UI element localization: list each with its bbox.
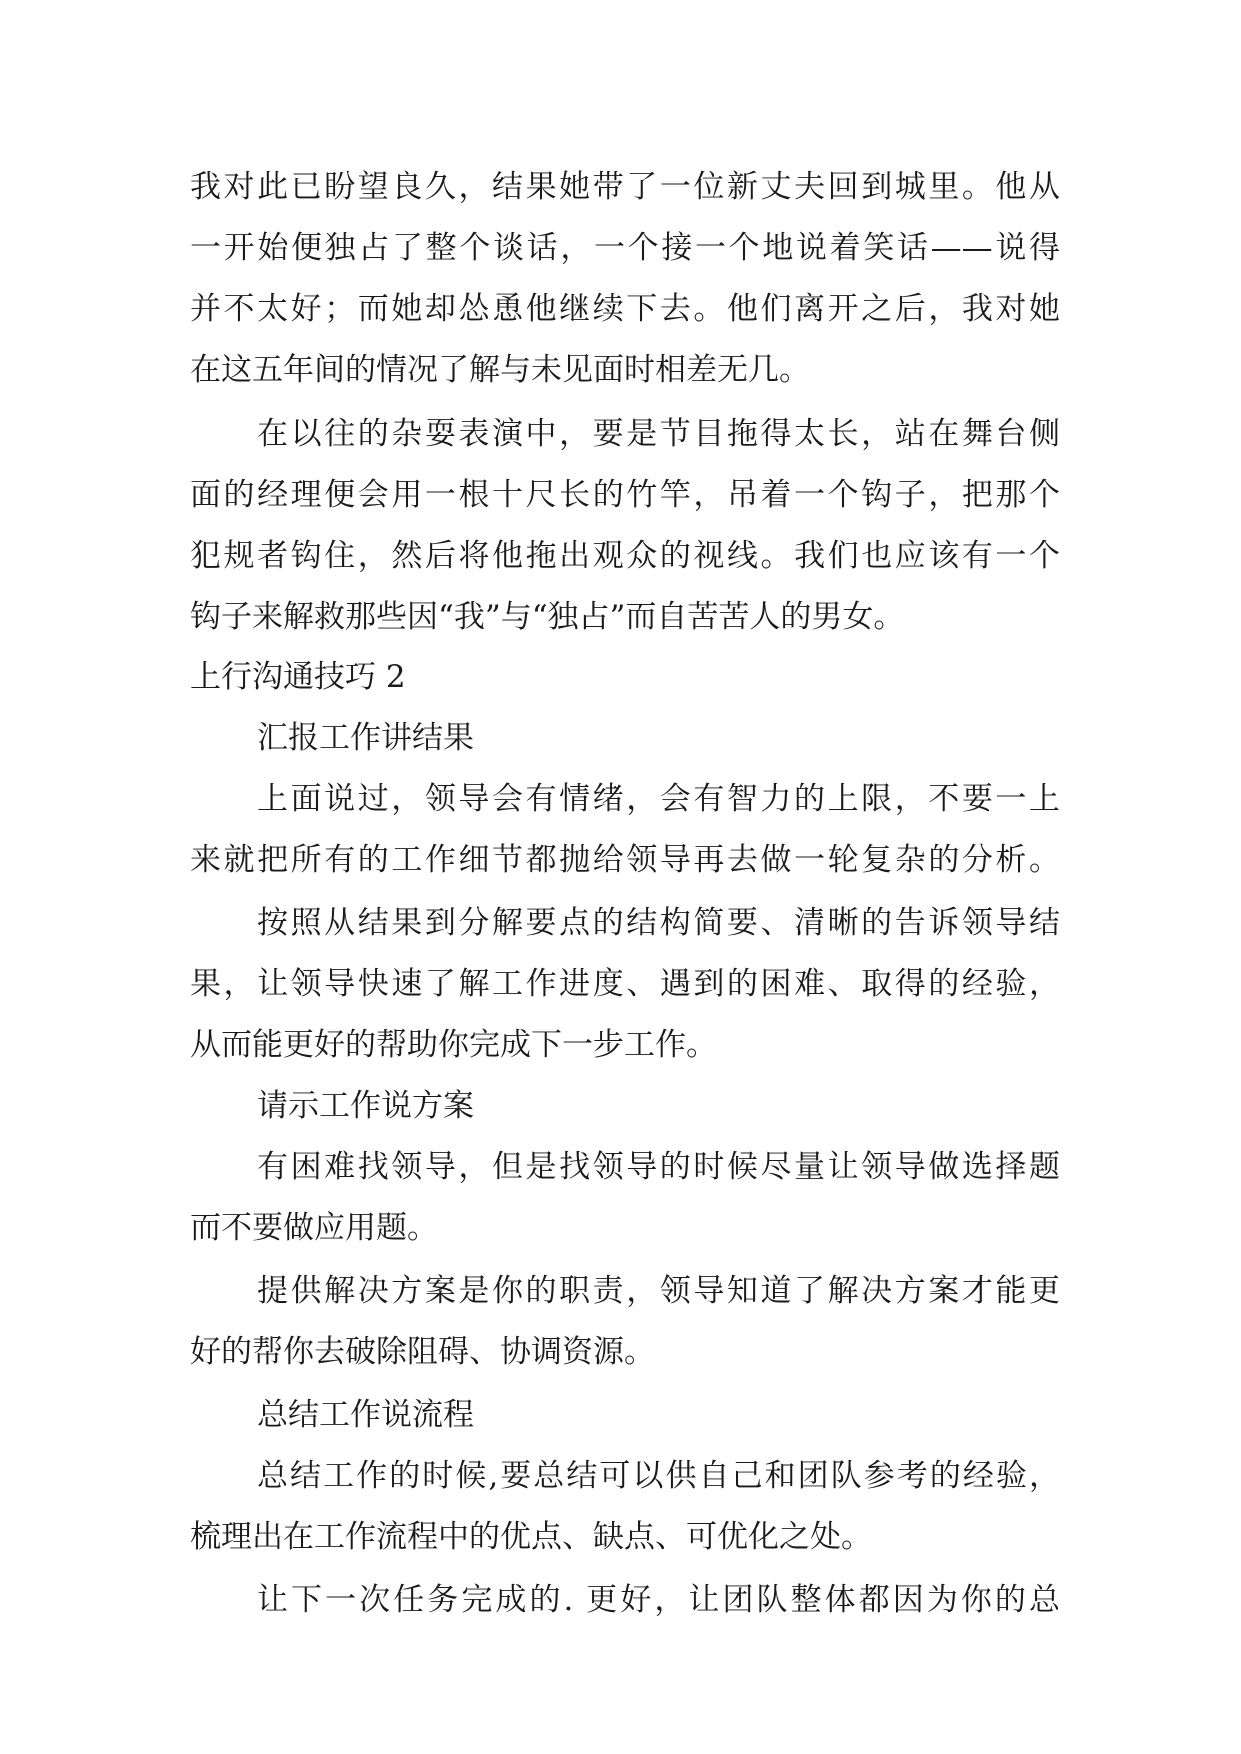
text-line: 面的经理便会用一根十尺长的竹竿，吊着一个钩子，把那个: [190, 477, 1060, 513]
paragraph-first-line: 总结工作的时候,要总结可以供自己和团队参考的经验，: [257, 1458, 1060, 1494]
section-heading: 上行沟通技巧 2: [190, 659, 406, 695]
paragraph-first-line: 让下一次任务完成的. 更好，让团队整体都因为你的总: [257, 1582, 1060, 1618]
text-line: 梳理出在工作流程中的优点、缺点、可优化之处。: [190, 1519, 872, 1555]
text-line: 从而能更好的帮助你完成下一步工作。: [190, 1027, 717, 1063]
paragraph-first-line: 上面说过，领导会有情绪，会有智力的上限，不要一上: [257, 781, 1060, 817]
text-line: 一开始便独占了整个谈话，一个接一个地说着笑话——说得: [190, 230, 1060, 266]
paragraph-first-line: 在以往的杂耍表演中，要是节目拖得太长，站在舞台侧: [257, 416, 1060, 452]
text-line: 好的帮你去破除阻碍、协调资源。: [190, 1334, 655, 1370]
subheading: 总结工作说流程: [257, 1397, 474, 1433]
text-line: 钩子来解救那些因“我”与“独占”而自苦苦人的男女。: [190, 599, 905, 635]
paragraph-first-line: 按照从结果到分解要点的结构简要、清晰的告诉领导结: [257, 905, 1060, 941]
text-line: 并不太好；而她却怂恿他继续下去。他们离开之后，我对她: [190, 291, 1060, 327]
text-line: 我对此已盼望良久，结果她带了一位新丈夫回到城里。他从: [190, 169, 1060, 205]
text-line: 而不要做应用题。: [190, 1210, 438, 1246]
subheading: 汇报工作讲结果: [257, 720, 474, 756]
paragraph-first-line: 有困难找领导，但是找领导的时候尽量让领导做选择题: [257, 1149, 1060, 1185]
paragraph-first-line: 提供解决方案是你的职责，领导知道了解决方案才能更: [257, 1273, 1060, 1309]
text-line: 在这五年间的情况了解与未见面时相差无几。: [190, 352, 810, 388]
text-line: 犯规者钩住，然后将他拖出观众的视线。我们也应该有一个: [190, 538, 1060, 574]
text-line: 来就把所有的工作细节都抛给领导再去做一轮复杂的分析。: [190, 842, 1060, 878]
subheading: 请示工作说方案: [257, 1088, 474, 1124]
text-line: 果，让领导快速了解工作进度、遇到的困难、取得的经验，: [190, 966, 1060, 1002]
